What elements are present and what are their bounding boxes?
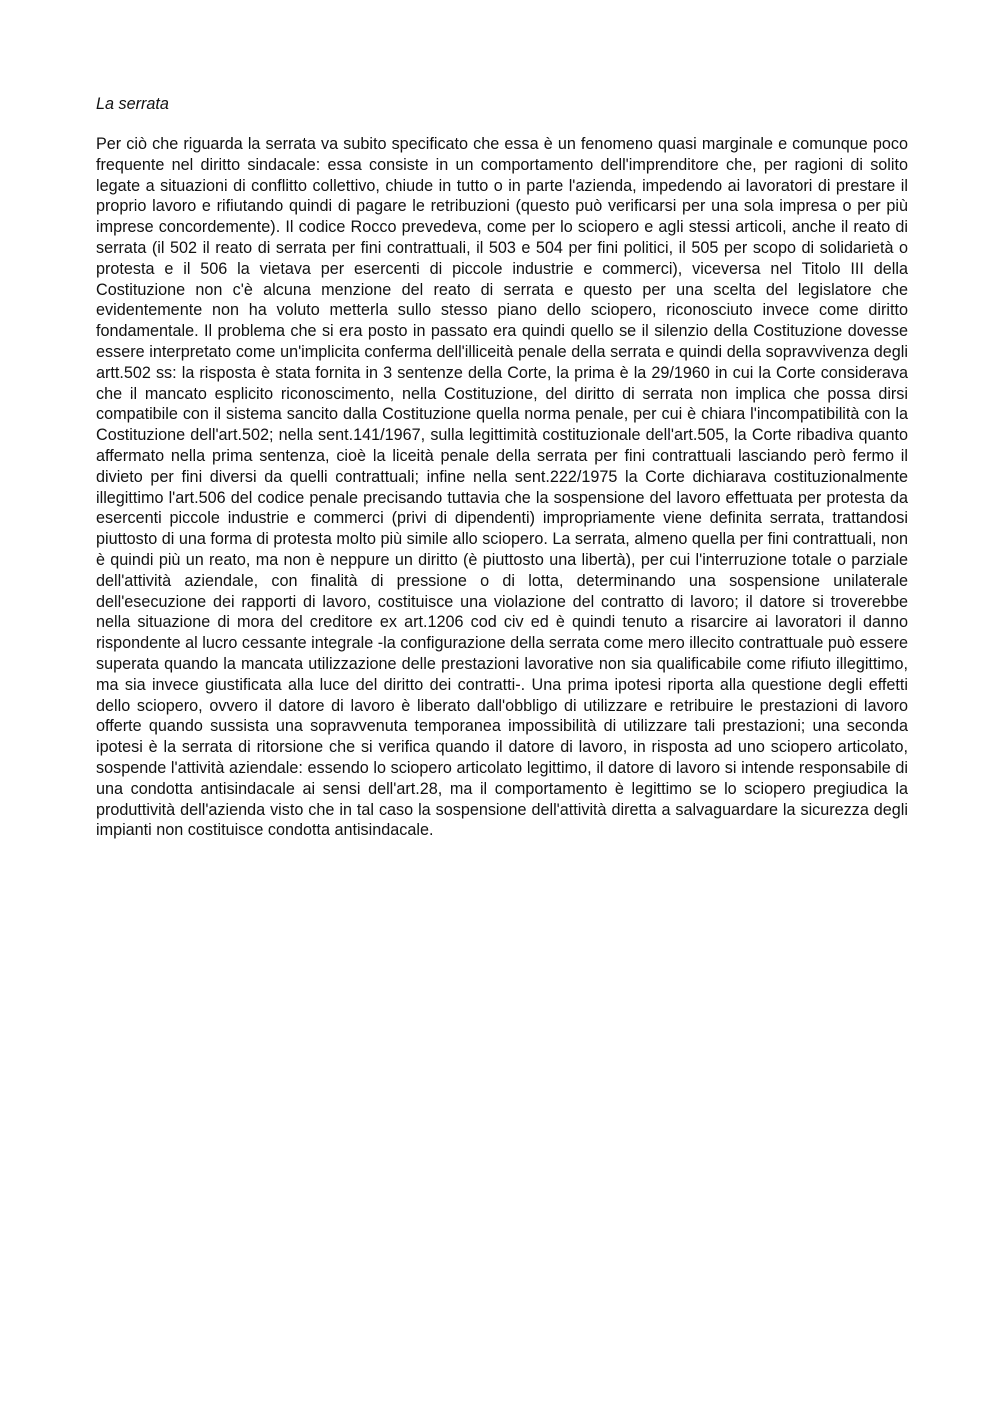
- section-title: La serrata: [96, 95, 169, 113]
- document-content: [96, 94, 908, 841]
- body-paragraph: Per ciò che riguarda la serrata va subito specificato che essa è un fenomeno quasi marginale e comunque poco frequente nel diritto sindacale: essa consiste in un comportamento dell'imprenditore che, per ragioni di solito legate a situazioni di conflitto collettivo, chiude in tutto o in parte l'azienda, impedendo ai lavoratori di prestare il proprio lavoro e rifiutando quindi di pagare le retribuzioni (questo può verificarsi per una sola impresa o per più imprese concordemente). Il codice Rocco prevedeva, come per lo sciopero e agli stessi articoli, anche il reato di serrata (il 502 il reato di serrata per fini contrattuali, il 503 e 504 per fini politici, il 505 per scopo di solidarietà o protesta e il 506 la vietava per esercenti di piccole industrie e commerci), viceversa nel Titolo III della Costituzione non c'è alcuna menzione del reato di serrata e questo per una scelta del legislatore che evidentemente non ha voluto metterla sullo stesso piano dello sciopero, riconosciuto invece come diritto fondamentale. Il problema che si era posto in passato era quindi quello se il silenzio della Costituzione dovesse essere interpretato come un'implicita conferma dell'illiceità penale della serrata e quindi della sopravvivenza degli artt.502 ss: la risposta è stata fornita in 3 sentenze della Corte, la prima è la 29/1960 in cui la Corte considerava che il mancato esplicito riconoscimento, nella Costituzione, del diritto di serrata non implica che possa dirsi compatibile con il sistema sancito dalla Costituzione quella norma penale, per cui è chiara l'incompatibilità con la Costituzione dell'art.502; nella sent.141/1967, sulla legittimità costituzionale dell'art.505, la Corte ribadiva quanto affermato nella prima sentenza, cioè la liceità penale della serrata per fini contrattuali lasciando però fermo il divieto per fini diversi da quelli contrattuali; infine nella sent.222/1975 la Corte dichiarava costituzionalmente illegittimo l'art.506 del codice penale precisando tuttavia che la sospensione del lavoro effettuata per protesta da esercenti piccole industrie e commerci (privi di dipendenti) impropriamente viene definita serrata, trattandosi piuttosto di una forma di protesta molto più simile allo sciopero. La serrata, almeno quella per fini contrattuali, non è quindi più un reato, ma non è neppure un diritto (è piuttosto una libertà), per cui l'interruzione totale o parziale dell'attività aziendale, con finalità di pressione o di lotta, determinando una sospensione unilaterale dell'esecuzione dei rapporti di lavoro, costituisce una violazione del contratto di lavoro; il datore si troverebbe nella situazione di mora del creditore ex art.1206 cod civ ed è quindi tenuto a risarcire ai lavoratori il danno rispondente al lucro cessante integrale -la configurazione della serrata come mero illecito contrattuale può essere superata quando la mancata utilizzazione delle prestazioni lavorative non sia qualificabile come rifiuto illegittimo, ma sia invece giustificata alla luce del diritto dei contratti-. Una prima ipotesi riporta alla questione degli effetti dello sciopero, ovvero il datore di lavoro è liberato dall'obbligo di utilizzare e retribuire le prestazioni di lavoro offerte quando sussista una sopravvenuta temporanea impossibilità di utilizzare tali prestazioni; una seconda ipotesi è la serrata di ritorsione che si verifica quando il datore di lavoro, in risposta ad uno sciopero articolato, sospende l'attività aziendale: essendo lo sciopero articolato legittimo, il datore di lavoro si intende responsabile di una condotta antisindacale ai sensi dell'art.28, ma il comportamento è legittimo se lo sciopero pregiudica la produttività dell'azienda visto che in tal caso la sospensione dell'attività diretta a salvaguardare la sicurezza degli impianti non costituisce condotta antisindacale.: [96, 135, 908, 840]
